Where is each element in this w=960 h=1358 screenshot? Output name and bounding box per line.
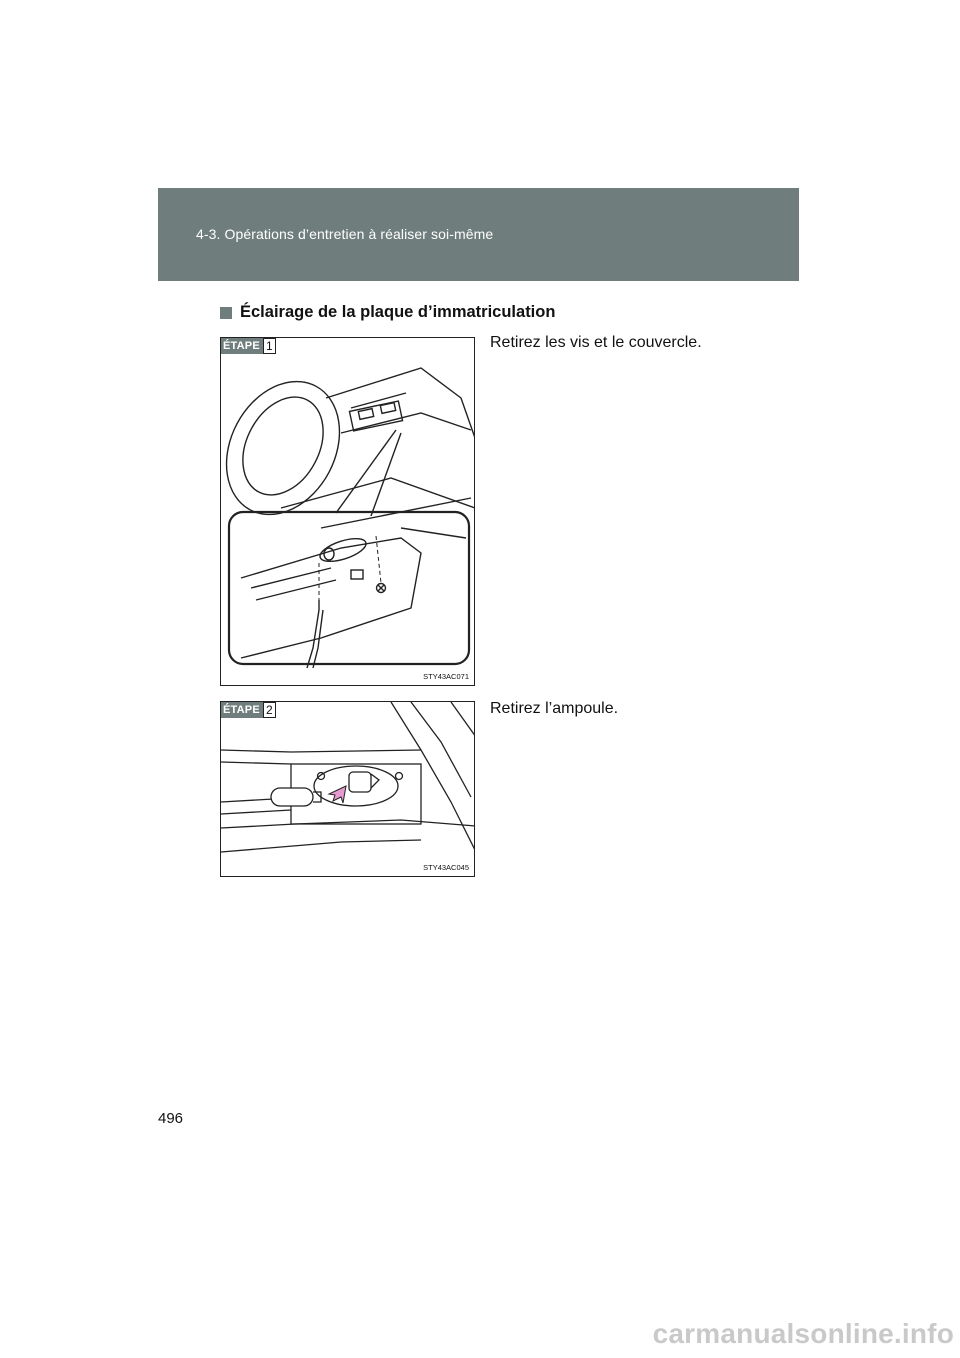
figure-step-2 (220, 701, 475, 877)
square-bullet-icon (220, 307, 232, 319)
step-label: ÉTAPE (221, 338, 263, 354)
step-badge-2 (221, 702, 276, 718)
section-title: 4-3. Opérations d’entretien à réaliser soi-même (196, 226, 494, 242)
header-band (158, 188, 799, 281)
figure-code: STY43AC045 (423, 863, 469, 872)
page-number: 496 (158, 1110, 184, 1127)
bulb-removal-illustration (221, 702, 475, 877)
heading-text: Éclairage de la plaque d’immatriculation (240, 303, 556, 321)
step-badge-1 (221, 338, 276, 354)
figure-code: STY43AC071 (423, 672, 469, 681)
figure-step-1 (220, 337, 475, 686)
step-2-instruction: Retirez l’ampoule. (490, 700, 619, 717)
step-number: 1 (263, 338, 276, 354)
watermark-url: carmanualsonline.info (652, 1318, 954, 1349)
section-heading (220, 303, 555, 322)
license-plate-cover-illustration (221, 338, 475, 686)
step-number: 2 (263, 702, 276, 718)
step-1-instruction: Retirez les vis et le couvercle. (490, 334, 702, 351)
step-label: ÉTAPE (221, 702, 263, 718)
